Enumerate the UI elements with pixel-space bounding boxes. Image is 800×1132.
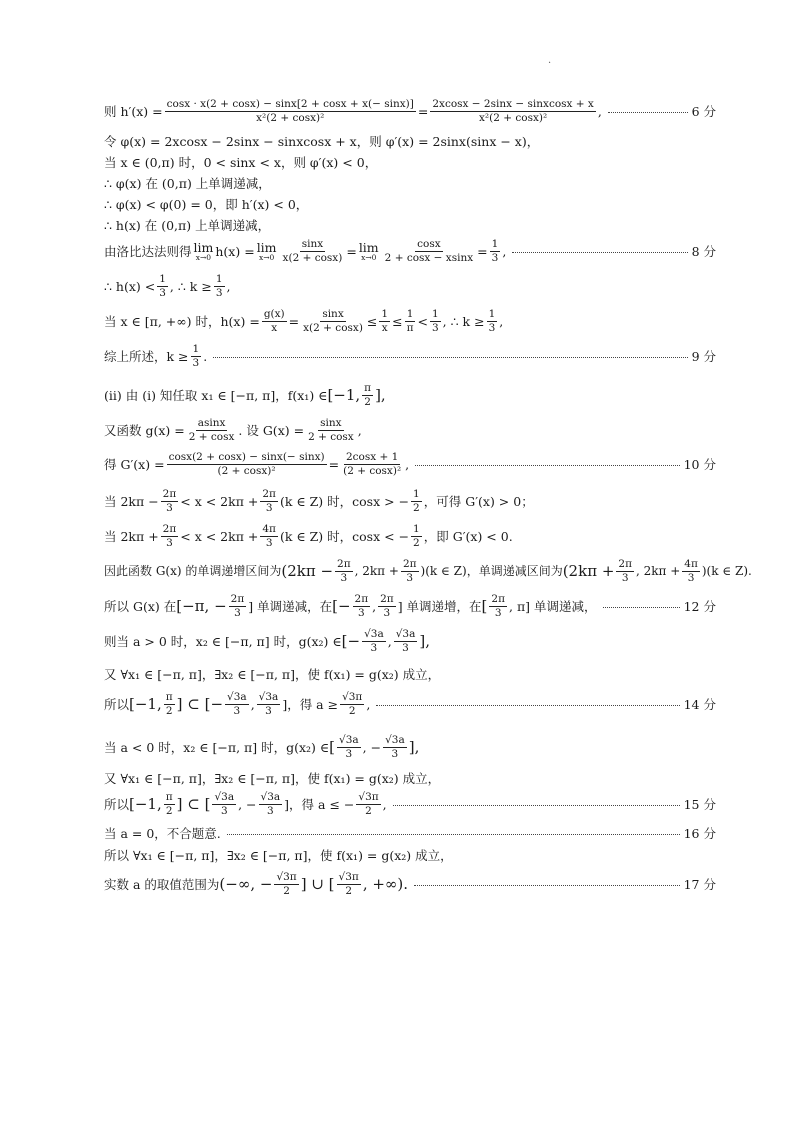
dot-leader [414,885,680,886]
fraction: $\frac{g(x)}{x}$ [263,308,285,334]
fraction: $\frac{√3a}{3}$ [258,691,279,717]
fraction: $\frac{1}{\pi}$ [406,308,414,334]
fraction: $\frac{√3\pi}{2}$ [276,871,297,897]
fraction: $\frac{2\pi}{3}$ [162,523,177,549]
line-G-derivative: 得 G′(x) = $\frac{\cos x(2 + \cos x) - \sin x(- \sin x)}{\text{(2 + cosx)²}}$ = $\frac{2\cos x + 1}{\text{(2 + cosx)²}}$ , 10 分 [104,451,716,477]
line-forall-exists-3: 所以 ∀x₁ ∈ [−π, π]，∃x₂ ∈ [−π, π]，使 f(x₁) = g(x₂) 成立， [104,847,453,863]
line-G-intervals: 因此函数 G(x) 的单调递增区间为 (2kπ − $\frac{2\pi}{3}$ , 2kπ + $\frac{2\pi}{3}$ )(k ∈ Z)，单调递减区间为 (2kπ + $\frac{2\pi}{3}$ , 2kπ + $\frac{4\pi}{3}$ )(k ∈ Z). [104,558,752,584]
score-label: 12 分 [683,598,716,614]
line-phi-sign: 当 x ∈ (0,π) 时，0 < sinx < x，则 φ′(x) < 0， [104,154,378,170]
dot-leader [213,357,687,358]
dot-leader [376,705,679,706]
fraction: $\frac{\sin x}{x(2 + \cos x)}$ [282,238,343,264]
dot-leader [415,465,679,466]
line-x-ge-pi: 当 x ∈ [π, +∞) 时，h(x) = $\frac{g(x)}{x}$ = $\frac{\sin x}{x(2 + \cos x)}$ ≤ $\frac{1}{x}$ ≤ $\frac{1}{\pi}$ < $\frac{1}{3}$ , ∴ k ≥ $\frac{1}{3}$ , [104,308,504,334]
line-phi-def: 令 φ(x) = 2xcosx − 2sinx − sinxcosx + x，则 φ′(x) = 2sinx(sinx − x)， [104,133,540,149]
fraction: $\frac{\text{2xcosx − 2sinx − sinxcosx + x}}{\text{x²(2 + cosx)²}}$ [432,98,594,124]
dot-leader [227,834,680,835]
fraction: $\frac{√3a}{3}$ [395,628,416,654]
line-G-on-interval: 所以 G(x) 在 [−π, − $\frac{2\pi}{3}$ ] 单调递减，在 [− $\frac{2\pi}{3}$ , $\frac{2\pi}{3}$ ] 单调递增，在 [ $\frac{2\pi}{3}$ , π] 单调递减， 12 分 [104,593,716,619]
fraction: $\frac{√3\pi}{2}$ [338,871,359,897]
score-label: 8 分 [691,243,716,259]
dot-leader [603,607,680,608]
fraction: $\frac{1}{3}$ [431,308,439,334]
fraction: $\frac{2\pi}{3}$ [618,558,632,584]
fraction: $\frac{1}{2}$ [413,523,420,549]
fraction: $\frac{√3\pi}{2}$ [342,691,363,717]
fraction: $\frac{4\pi}{3}$ [684,558,698,584]
dot-leader [608,112,688,113]
fraction: $\frac{\cos x \cdot x(2 + \cos x) - \sin x[2 + \cos x + x(- \sin x)]}{\text{x²(2 + cosx)²}}$ [166,98,414,124]
line-G-negative: 当 2kπ + $\frac{2\pi}{3}$ < x < 2kπ + $\frac{4\pi}{3}$ (k ∈ Z) 时，cosx < − $\frac{1}{2}$ ，即 G′(x) < 0. [104,523,513,549]
line-define-G: 又函数 g(x) = $\frac{asinx}{2 + \cos x}$ . 设 G(x) = $\frac{\sin x}{2 + \cos x}$ , [104,417,362,443]
fraction: $\frac{asinx}{2 + \cos x}$ [188,417,235,443]
fraction: $\frac{1}{3}$ [491,238,499,264]
score-label: 17 分 [683,876,716,892]
score-label: 15 分 [683,796,716,812]
fraction: $\frac{2\pi}{3}$ [262,488,276,514]
corner-mark: · [548,58,552,69]
line-a-positive-result: 所以 [−1, $\frac{\pi}{2}$ ] ⊂ [− $\frac{√3a}{3}$ , $\frac{√3a}{3}$ ]，得 a ≥ $\frac{√3\pi}{2}$ , 14 分 [104,691,716,717]
line-final-answer: 实数 a 的取值范围为 (−∞, − $\frac{√3\pi}{2}$ ] ∪ [ $\frac{√3\pi}{2}$ , +∞). 17 分 [104,871,716,897]
line-forall-exists-2: 又 ∀x₁ ∈ [−π, π]，∃x₂ ∈ [−π, π]，使 f(x₁) = g(x₂) 成立， [104,770,441,786]
fraction: $\frac{2\pi}{3}$ [402,558,417,584]
fraction: $\frac{√3a}{3}$ [227,691,247,717]
fraction: $\frac{2\pi}{3}$ [491,593,505,619]
line-conclusion-k: 综上所述，k ≥ $\frac{1}{3}$ . 9 分 [104,343,716,369]
fraction: $\frac{√3a}{3}$ [214,791,235,817]
line-derivative-h: 则 h′(x) = $\frac{\cos x \cdot x(2 + \cos x) - \sin x[2 + \cos x + x(- \sin x)]}{\text{x²(2 + cosx)²}}$ = $\frac{\text{2xcosx − 2sinx − sinxcosx + x}}{\text{x²(2 + cosx)²}}$ , 6 分 [104,98,716,124]
fraction: $\frac{\cos x}{2 + \cos x - xsinx}$ [384,238,474,264]
line-phi-negative: ∴ φ(x) < φ(0) = 0，即 h′(x) < 0， [104,196,309,212]
fraction: $\frac{2\pi}{3}$ [230,593,245,619]
limit: lim x→0 [256,239,277,262]
fraction: $\frac{4\pi}{3}$ [262,523,276,549]
score-label: 16 分 [683,825,716,841]
score-label: 14 分 [683,696,716,712]
fraction: $\frac{2\cos x + 1}{\text{(2 + cosx)²}}$ [343,451,402,477]
fraction: $\frac{\cos x(2 + \cos x) - \sin x(- \sin x)}{\text{(2 + cosx)²}}$ [168,451,325,477]
line-part-ii-start: (ⅱ) 由 (ⅰ) 知任取 x₁ ∈ [−π, π]，f(x₁) ∈ [−1, $\frac{\pi}{2}$ ], [104,382,386,408]
line-h-bound: ∴ h(x) < $\frac{1}{3}$ , ∴ k ≥ $\frac{1}{3}$ , [104,273,231,299]
line-forall-exists-1: 又 ∀x₁ ∈ [−π, π]，∃x₂ ∈ [−π, π]，使 f(x₁) = g(x₂) 成立， [104,666,441,682]
line-lhopital: 由洛比达法则得 lim x→0 h(x) = lim x→0 $\frac{\sin x}{x(2 + \cos x)}$ = lim x→0 $\frac{\cos x}{2 + \cos x - xsinx}$ = $\frac{1}{3}$ , 8 分 [104,238,716,264]
fraction: $\frac{1}{x}$ [381,308,389,334]
fraction: $\frac{1}{3}$ [215,273,223,299]
fraction: $\frac{√3\pi}{2}$ [358,791,379,817]
line-a-positive-range: 则当 a > 0 时，x₂ ∈ [−π, π] 时，g(x₂) ∈ [− $\frac{√3a}{3}$ , $\frac{√3a}{3}$ ], [104,628,430,654]
fraction: $\frac{√3a}{3}$ [364,628,384,654]
dot-leader [512,252,687,253]
line-a-negative-range: 当 a < 0 时，x₂ ∈ [−π, π] 时，g(x₂) ∈ [ $\frac{√3a}{3}$ , − $\frac{√3a}{3}$ ], [104,734,420,760]
fraction: $\frac{√3a}{3}$ [385,734,405,760]
fraction: $\frac{1}{3}$ [192,343,200,369]
score-label: 6 分 [691,103,716,119]
fraction: $\frac{1}{3}$ [488,308,496,334]
limit: lim x→0 [193,239,214,262]
fraction: $\frac{√3a}{3}$ [260,791,281,817]
limit: lim x→0 [358,239,379,262]
line-a-negative-result: 所以 [−1, $\frac{\pi}{2}$ ] ⊂ [ $\frac{√3a}{3}$ , − $\frac{√3a}{3}$ ]，得 a ≤ − $\frac{√3\pi}{2}$ , 15 分 [104,791,716,817]
fraction: $\frac{\sin x}{x(2 + \cos x)}$ [303,308,363,334]
line-phi-decreasing: ∴ φ(x) 在 (0,π) 上单调递减， [104,175,271,191]
fraction: $\frac{1}{3}$ [159,273,166,299]
fraction: $\frac{\sin x}{2 + \cos x}$ [308,417,354,443]
score-label: 9 分 [691,348,716,364]
dot-leader [393,805,680,806]
score-label: 10 分 [683,456,716,472]
fraction: $\frac{2\pi}{3}$ [354,593,369,619]
fraction: $\frac{\pi}{2}$ [364,382,372,408]
fraction: $\frac{2\pi}{3}$ [162,488,177,514]
fraction: $\frac{\pi}{2}$ [165,791,173,817]
fraction: $\frac{2\pi}{3}$ [380,593,394,619]
fraction: $\frac{1}{2}$ [413,488,420,514]
fraction: $\frac{2\pi}{3}$ [337,558,351,584]
fraction: $\frac{√3a}{3}$ [339,734,359,760]
line-h-decreasing: ∴ h(x) 在 (0,π) 上单调递减， [104,217,271,233]
line-a-zero: 当 a = 0，不合题意. 16 分 [104,825,716,841]
fraction: $\frac{\pi}{2}$ [165,691,173,717]
line-G-positive: 当 2kπ − $\frac{2\pi}{3}$ < x < 2kπ + $\frac{2\pi}{3}$ (k ∈ Z) 时，cosx > − $\frac{1}{2}$ ，可得 G′(x) > 0； [104,488,534,514]
